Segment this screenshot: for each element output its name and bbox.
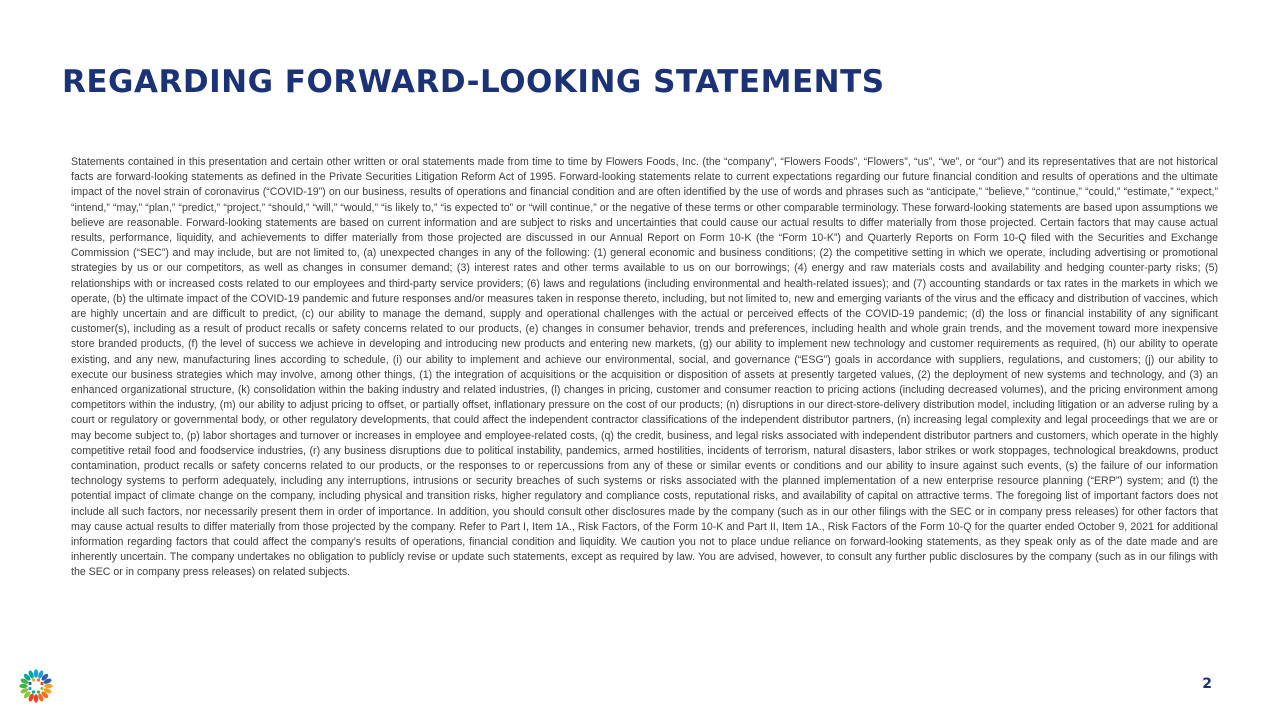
slide-title: REGARDING FORWARD-LOOKING STATEMENTS xyxy=(62,64,885,100)
logo-petal xyxy=(44,684,52,688)
logo-inner-dot xyxy=(40,682,43,685)
logo-petal xyxy=(34,694,38,702)
logo-inner-dot xyxy=(28,687,31,690)
logo-petal xyxy=(34,669,38,677)
logo-inner-dot xyxy=(28,682,31,685)
logo-graphic xyxy=(17,667,55,705)
flowers-foods-logo-icon xyxy=(17,667,55,705)
logo-inner-dot xyxy=(37,678,40,681)
logo-inner-dot xyxy=(40,687,43,690)
logo-inner-dot xyxy=(32,678,35,681)
logo-petal xyxy=(19,684,27,688)
page-number: 2 xyxy=(1202,676,1212,692)
logo-inner-dot xyxy=(32,690,35,693)
logo-inner-dot xyxy=(37,690,40,693)
forward-looking-statements-body: Statements contained in this presentation and certain other written or oral statements made from time to time by Flowers Foods, Inc. (the “company”, “Flowers Foods”, “Flowers”, “us”, “we”, or “our”) and its representatives that are not historical facts are forward-looking statements as defined in the Private Securities Litigation Reform Act of 1995. Forward-looking statements relate to current expectations regarding our future financial condition and results of operations and the ultimate impact of the novel strain of coronavirus (“COVID-19”) on our business, results of operations and financial condition and are often identified by the use of words and phrases such as “anticipate,” “believe,” “continue,” “could,” “estimate,” “expect,” “intend,” “may,” “plan,” “predict,” “project,” “should,” “will,” “would,” “is likely to,” “is expected to” or “will continue,” or the negative of these terms or other comparable terminology. These forward-looking statements are based upon assumptions we believe are reasonable. Forward-looking statements are based on current information and are subject to risks and uncertainties that could cause our actual results to differ materially from those projected. Certain factors that may cause actual results, performance, liquidity, and achievements to differ materially from those projected are discussed in our Annual Report on Form 10-K (the “Form 10-K”) and Quarterly Reports on Form 10-Q filed with the Securities and Exchange Commission (“SEC”) and may include, but are not limited to, (a) unexpected changes in any of the following: (1) general economic and business conditions; (2) the competitive setting in which we operate, including advertising or promotional strategies by us or our competitors, as well as changes in consumer demand; (3) interest rates and other terms available to us on our borrowings; (4) energy and raw materials costs and availability and hedging counter-party risks; (5) relationships with or increased costs related to our employees and third-party service providers; (6) laws and regulations (including environmental and health-related issues); and (7) accounting standards or tax rates in the markets in which we operate, (b) the ultimate impact of the COVID-19 pandemic and future responses and/or measures taken in response thereto, including, but not limited to, new and emerging variants of the virus and the efficacy and distribution of vaccines, which are highly uncertain and are difficult to predict, (c) our ability to manage the demand, supply and operational challenges with the actual or perceived effects of the COVID-19 pandemic; (d) the loss or financial instability of any significant customer(s), including as a result of product recalls or safety concerns related to our products, (e) changes in consumer behavior, trends and preferences, including health and whole grain trends, and the movement toward more inexpensive store branded products, (f) the level of success we achieve in developing and introducing new products and entering new markets, (g) our ability to implement new technology and customer requirements as required, (h) our ability to operate existing, and any new, manufacturing lines according to schedule, (i) our ability to implement and achieve our environmental, social, and governance (“ESG”) goals in accordance with suppliers, regulations, and customers; (j) our ability to execute our business strategies which may involve, among other things, (1) the integration of acquisitions or the acquisition or disposition of assets at presently targeted values, (2) the deployment of new systems and technology, and (3) an enhanced organizational structure, (k) consolidation within the baking industry and related industries, (l) changes in pricing, customer and consumer reaction to pricing actions (including decreased volumes), and the pricing environment among competitors within the industry, (m) our ability to adjust pricing to offset, or partially offset, inflationary pressure on the cost of our products; (n) disruptions in our direct-store-delivery distribution model, including litigation or an adverse ruling by a court or regulatory or governmental body, or other regulatory developments, that could affect the independent contractor classifications of the independent distributor partners, (n) increasing legal complexity and legal proceedings that we are or may become subject to, (p) labor shortages and turnover or increases in employee and employee-related costs, (q) the credit, business, and legal risks associated with independent distributor partners and customers, which operate in the highly competitive retail food and foodservice industries, (r) any business disruptions due to political instability, pandemics, armed hostilities, incidents of terrorism, natural disasters, labor strikes or work stoppages, technological breakdowns, product contamination, product recalls or safety concerns related to our products, or the responses to or repercussions from any of these or similar events or conditions and our ability to insure against such events, (s) the failure of our information technology systems to perform adequately, including any interruptions, intrusions or security breaches of such systems or risks associated with the planned implementation of a new enterprise resource planning (“ERP”) system; and (t) the potential impact of climate change on the company, including physical and transition risks, higher regulatory and compliance costs, reputational risks, and availability of capital on attractive terms. The foregoing list of important factors does not include all such factors, nor necessarily present them in order of importance. In addition, you should consult other disclosures made by the company (such as in our other filings with the SEC or in company press releases) for other factors that may cause actual results to differ materially from those projected by the company. Refer to Part I, Item 1A., Risk Factors, of the Form 10-K and Part II, Item 1A., Risk Factors of the Form 10-Q for the quarter ended October 9, 2021 for additional information regarding factors that could affect the company’s results of operations, financial condition and liquidity. We caution you not to place undue reliance on forward-looking statements, as they speak only as of the date made and are inherently uncertain. The company undertakes no obligation to publicly revise or update such statements, except as required by law. You are advised, however, to consult any further public disclosures by the company (such as in our filings with the SEC or in company press releases) on related subjects. xyxy=(71,156,1218,579)
